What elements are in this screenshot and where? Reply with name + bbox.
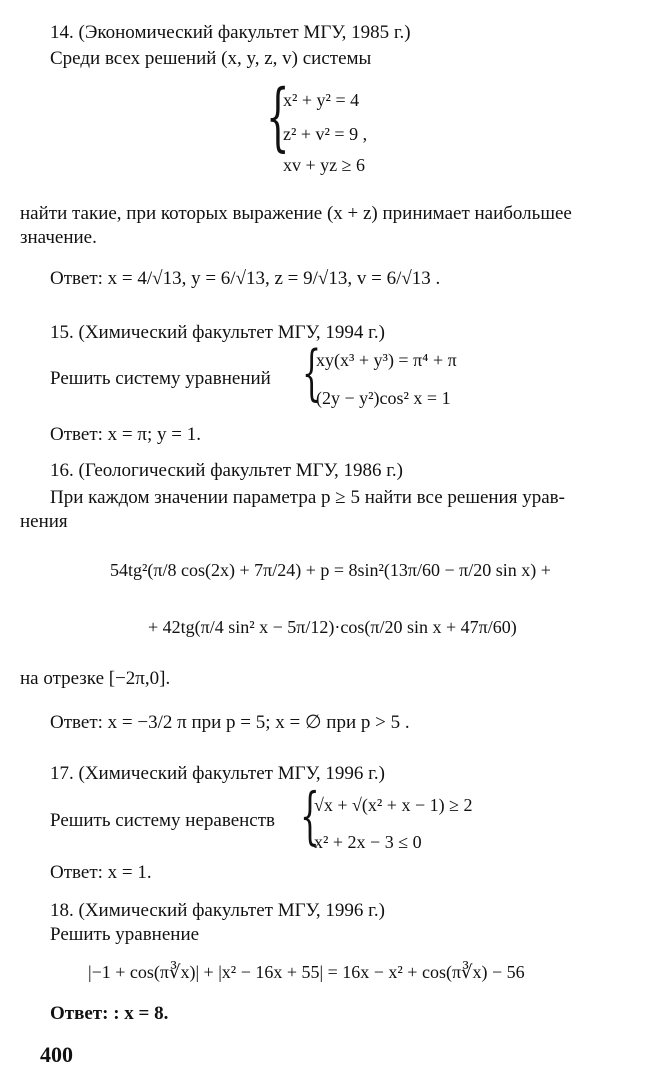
problem-15-intro: Решить систему уравнений bbox=[50, 368, 271, 389]
problem-18-header: 18. (Химический факультет МГУ, 1996 г.) bbox=[50, 900, 385, 921]
problem-14-task-cont: значение. bbox=[20, 227, 97, 248]
page-number: 400 bbox=[40, 1042, 73, 1067]
system-brace: { bbox=[266, 74, 290, 160]
system-brace: { bbox=[300, 779, 320, 852]
problem-17-system-line-1: √x + √(x² + x − 1) ≥ 2 bbox=[314, 795, 473, 815]
problem-14-system-line-2: z² + v² = 9 , bbox=[283, 124, 368, 144]
problem-14-answer bbox=[50, 268, 440, 290]
problem-18-equation: |−1 + cos(π∛x)| + |x² − 16x + 55| = 16x − x² + cos(π∛x) − 56 bbox=[88, 962, 525, 982]
problem-16-answer: Ответ: x = −3/2 π при p = 5; x = ∅ при p > 5 . bbox=[50, 712, 410, 733]
problem-14-system-line-3: xv + yz ≥ 6 bbox=[283, 155, 366, 175]
problem-16-equation-line-1: 54tg²(π/8 cos(2x) + 7π/24) + p = 8sin²(13π/60 − π/20 sin x) + bbox=[110, 560, 551, 580]
problem-17-answer: Ответ: x = 1. bbox=[50, 862, 152, 883]
problem-16-header: 16. (Геологический факультет МГУ, 1986 г.) bbox=[50, 460, 403, 481]
problem-15-answer: Ответ: x = π; y = 1. bbox=[50, 424, 201, 445]
problem-15-system-line-1: xy(x³ + y³) = π⁴ + π bbox=[316, 350, 457, 370]
system-brace: { bbox=[302, 338, 322, 408]
problem-16-equation-line-2: + 42tg(π/4 sin² x − 5π/12)·cos(π/20 sin x + 47π/60) bbox=[148, 617, 517, 637]
problem-15-system-line-2: (2y − y²)cos² x = 1 bbox=[316, 388, 451, 408]
problem-14-system-line-1: x² + y² = 4 bbox=[283, 90, 360, 110]
problem-16-intro: При каждом значении параметра p ≥ 5 найти все решения урав- bbox=[50, 487, 565, 508]
problem-16-interval: на отрезке [−2π,0]. bbox=[20, 668, 171, 689]
problem-18-answer: Ответ: : x = 8. bbox=[50, 1003, 169, 1024]
problem-14-intro: Среди всех решений (x, y, z, v) системы bbox=[50, 48, 372, 69]
answer-value: x = 4/√13, y = 6/√13, z = 9/√13, v = 6/√13 . bbox=[107, 268, 441, 289]
problem-17-system-line-2: x² + 2x − 3 ≤ 0 bbox=[314, 832, 422, 852]
problem-16-intro-cont: нения bbox=[20, 511, 68, 532]
answer-label: Ответ: bbox=[50, 268, 103, 289]
problem-17-intro: Решить систему неравенств bbox=[50, 810, 276, 831]
problem-15-header: 15. (Химический факультет МГУ, 1994 г.) bbox=[50, 322, 385, 343]
problem-14-task: найти такие, при которых выражение (x + z) принимает наибольшее bbox=[20, 203, 572, 224]
problem-18-intro: Решить уравнение bbox=[50, 924, 200, 945]
problem-17-header: 17. (Химический факультет МГУ, 1996 г.) bbox=[50, 763, 385, 784]
problem-14-header: 14. (Экономический факультет МГУ, 1985 г.) bbox=[50, 22, 411, 43]
